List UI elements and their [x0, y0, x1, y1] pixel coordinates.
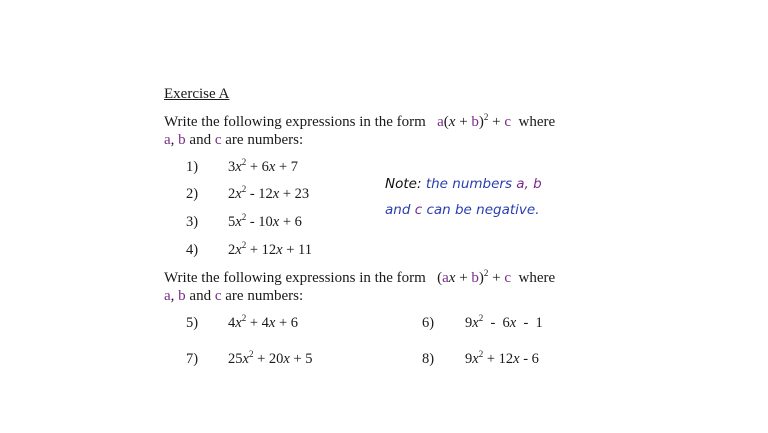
form-expression: $a(x + b)^2 + c$ — [437, 112, 512, 130]
exercise-heading: Exercise A — [164, 86, 230, 102]
instruction-text: Write the following expressions in the form — [164, 270, 426, 286]
question-number: 8) — [422, 351, 435, 367]
question-number: 2) — [186, 186, 199, 202]
question-expression: $2x^2 + 12x + 11$ — [228, 240, 312, 258]
question-expression: $3x^2 + 6x + 7$ — [228, 157, 298, 175]
question-expression: $9x^2 + 12x - 6$ — [465, 349, 539, 367]
instruction-text: Write the following expressions in the form — [164, 114, 426, 130]
question-expression: $5x^2 - 10x + 6$ — [228, 212, 302, 230]
instruction-1-line-2: a, b and c are numbers: — [164, 132, 304, 148]
instruction-1-line-1: Write the following expressions in the form $a(x + b)^2 + c$ where — [164, 112, 556, 130]
form-expression: (ax + b)$^2$ + c — [437, 268, 512, 286]
question-expression: $4x^2 + 4x + 6$ — [228, 313, 298, 331]
note-label: Note: — [385, 176, 422, 192]
question-number: 4) — [186, 242, 199, 258]
question-number: 1) — [186, 159, 199, 175]
question-expression: $2x^2 - 12x + 23$ — [228, 184, 310, 202]
instruction-2-line-2: a, b and c are numbers: — [164, 288, 304, 304]
instruction-2-line-1: Write the following expressions in the form (ax + b)$^2$ + c where — [164, 268, 556, 286]
question-number: 3) — [186, 214, 199, 230]
question-expression: $25x^2 + 20x + 5$ — [228, 349, 313, 367]
worksheet — [150, 66, 592, 398]
question-number: 7) — [186, 351, 199, 367]
question-expression: $9x^2 - 6x - 1$ — [465, 313, 543, 331]
note-line-2: and c can be negative. — [385, 202, 540, 218]
question-number: 5) — [186, 315, 199, 331]
question-number: 6) — [422, 315, 435, 331]
note-line-1: Note: the numbers a, b — [385, 176, 542, 192]
